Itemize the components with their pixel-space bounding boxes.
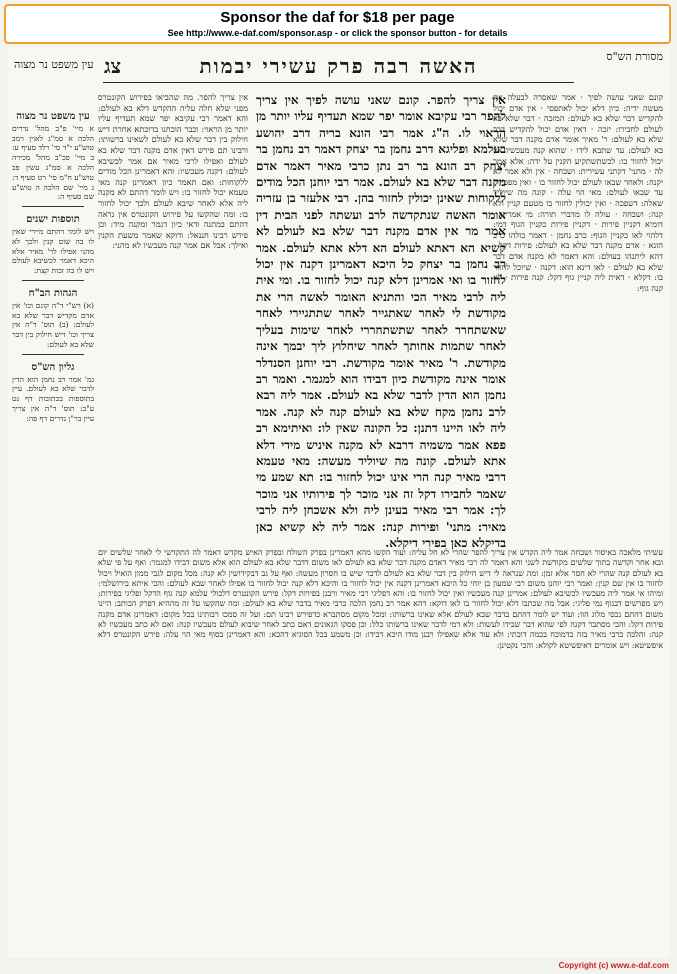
header-masoret-label: מסורת הש"ס xyxy=(606,50,663,63)
page-title: האשה רבה פרק עשירי יבמות xyxy=(199,54,478,78)
sidebar-divider xyxy=(22,280,84,281)
sidebar-ein-mishpat-text: א מיי' פ"ב מהל' נדרים הלכה א סמ"ג לאוין רמב טוש"ע י"ד סי' רלד סעיף ע: ב מיי' פכ"ב מהל' מכירה הלכה א סמ"ג עשין פב טוש"ע ח"מ סי' רט סעיף ד: ג מיי' שם הלכה ה טוש"ע שם סעיף ה: xyxy=(12,123,94,202)
sidebar-title-ein-mishpat: עין משפט נר מצוה xyxy=(16,111,90,122)
sidebar-tosafot-yeshanim-text: ויש לומר דהתם מיירי שאין לו בה שום קנין ולכך לא מהני אפילו לר' מאיר אלא היכא דאמר לכשיבא לעולם ויש לו בה זכות קצת: xyxy=(12,226,94,276)
header-ein-mishpat-label: עין משפט נר מצוה xyxy=(14,58,94,71)
header-divider xyxy=(103,82,574,83)
sponsor-banner[interactable] xyxy=(4,4,671,44)
sponsor-title[interactable]: Sponsor the daf for $18 per page xyxy=(220,9,455,26)
left-sidebar xyxy=(12,104,94,944)
sidebar-gilyon-hashas-text: גמ' אמר רב נחמן הוא הדין לדבר שלא בא לעולם. עיין בתוספות בכתובות דף נט ע"ב: תוס' ד"ה אין צריך עיין בר"ן נדרים דף פה: xyxy=(12,374,94,423)
gemara-text-block xyxy=(256,92,506,550)
bottom-text: עשיתי מלאכה באיסור ושבחה אמר ליה הקדש אין צריך להפר שהרי לא חל עליה: ועוד הקשו מהא דאמרינן בפרק השולח ובפרק האיש מקדש דאמר לה התקדשי לי לאחר שלשים יום ובא אחר וקדשה בתוך שלשים מקודשת לשני והא דאמר לה רבי מאיר דאדם מקנה דבר שלא בא לעולם לאו משום דדבר שלא בא לעולם הוא אלא משום דבידו למגמר: ואף על פי שלא בא לעולם קנה שהרי לא חסר אלא זמן: ומה שנראה לי דיש חילוק בין דבר שלא בא לעולם לדבר שיש בו חסרון מעשה: ואף על גב דבקידושין לא קנה: מכל מקום לגבי ממון הואיל ויכול לחזור בו אין שם קנין: ואמר רבי יוחנן משום רבי שמעון בן יוחי כל היכא דאמרינן דקנה אין יכול לחזור בו והיכא דלא קנה יכול לחזור בו אפילו לאחר שבא לעולם: והכי איתא בירושלמי: ומיהו אי אמר ליה מעכשיו לכשיבא לעולם: אמרינן קנה מעכשיו ואין יכול לחזור בו: והא דפליגי רבי מאיר ורבנן בפירות דקל: פירש הקונטרס דלכולי עלמא קנה גוף הדקל ופליגי בפירות: ויש מפרשים דבגוף נמי פליגי: אבל מה שכתבו דלא יכול לחזור בו לאו דוקא: דהא אמר רב נחמן הלכה כרבי מאיר בדבר שלא בא לעולם: ומה שהקשו על זה מההיא דפרק הכותב: היינו משום דהתם נכסי מלוג הוו: ועוד יש לומר דהתם בדבר שבא לעולם אלא שאינו ברשותו: ומכל מקום מסתברא כדפירש רבינו תם: ועל זה סמכו רבותינו בכל מקום: דאמרינן אדם מקנה פירות דקל: והכי מסתבר דקנה לפי שהוא דבר שבידו לעשות: ולא דמי לדבר שאינו ברשותו כלל: וכן פסקו הגאונים דאם כתב לאחר שיבוא לעולם מעכשיו קנה: ואם לא כתב מעכשיו לא קנה: והלכה כרבי מאיר בזה כדמוכח בכמה דוכתי: ולא עוד אלא שאפילו רבנן מודו היכא דבידו: וכן משמע בכל הסוגיא דהכא: והא דאמרינן בסוף מאי הוי עלה: פירש הקונטרס דלא איפשיטא: ויש אומרים דאיפשיטא לקולא: והכי נקטינן: xyxy=(98,548,663,650)
copyright-link[interactable]: Copyright (c) www.e-daf.com xyxy=(558,961,669,970)
tosafot-commentary xyxy=(98,92,248,527)
bottom-commentary xyxy=(98,548,663,946)
gemara-text: אין צריך להפר. קונם שאני עושה לפיך אין צריך להפר רבי עקיבא אומר יפר שמא תעדיף עליו יותר מן הראוי לו. ה"ג אמר רבי הונא בריה דרב יהושע בעלמא ופליגא דרב נחמן בר יצחק דאמר רב נחמן בר יצחק רב הונא בר רב נתן כרבי מאיר דאמר אדם מקנה דבר שלא בא לעולם. אמר רבי יוחנן הכל מודים ללקוחות שאינן יכולין לחזור בהן. רבי אלעזר בן עזריה אומר האשה שנתקדשה לרב ועשתה לפני הבית דין אמר מר אין אדם מקנה דבר שלא בא לעולם לא קשיא הא דאתא לעולם הא דלא אתא לעולם. אמר רב נחמן בר יצחק כל היכא דאמרינן דקנה אין יכול לחזור בו ואי אמרינן דלא קנה יכול לחזור בו. ומי אית ליה לרבי מאיר הכי והתניא האומר לאשה הרי את מקודשת לי לאחר שאתגייר לאחר שתתגיירי לאחר שאשתחרר לאחר שתשתחררי לאחר שימות בעליך לאחר שתמות אחותך לאחר שיחלוץ ליך יבמך אינה מקודשת. ר' מאיר אומר מקודשת. רבי יוחנן הסנדלר אומר אינה מקודשת כיון דבידו הוא למגמר. ואמר רב נחמן הוא הדין לדבר שלא בא לעולם. אמר ליה רבא לרב נחמן מקח שלא בא לעולם קנה לא קנה. אמר ליה לאו היינו דתנן: כל הקונה שאין לו: ואיתימא רב פפא אמר משמיה דרבא לא מקנה איניש מידי דלא אתא לעולם. קונה מה שיוליד מעשה: מאי טעמא דרבי מאיר קנה הרי אינו יכול לחזור בו: תא שמע מי שאמר לחבירו דקל זה אני מוכר לך פירותיו אני מוכר לך: אמר רבי מאיר בעינן ליה ולא אשכחן ליה לרבי מאיר: מתני' ופירות קנה: אמר ליה לא קשיא כאן בדיקלא כאן בפירי דיקלא. xyxy=(256,93,506,550)
rashi-commentary xyxy=(493,92,663,527)
sidebar-hagahot-bach-text: (א) רש"י ד"ה קונם וכו' אין אדם מקדיש דבר שלא בא לעולם: (ב) תוס' ד"ה אין צריך וכו' דיש חילוק בין דבר שלא בא לעולם: xyxy=(12,300,94,349)
rashi-text: קונם שאני עושה לפיך · אמר שאסרה לבעלה את מעשה ידיה: כיון דלא יכול לאתפסי · אין אדם יכול להקדיש דבר שלא בא לעולם: המזכה · דבר שלא בא לעולם לחבירו: יזכה · דאין אדם יכול להקדיש דבר שלא בא לעולם: ר' מאיר אומר אדם מקנה דבר שלא בא לעולם: עד שתבא לידו · שהוא קנה מעכשיו אין יכול לחזור בו: לכשתשתקיע הקנין על ידה: אלא אמר לה · מתני' דקתני עשירית: ושבחה · אין ולא אמר לא יקנה: ולאחר שבאו לעולם יכול לחזור בו · ואין מפסידין עד שבאו לעולם: מאי הוי עלה · קונה מה שיוליד שאלה: דשפכה · ואין יכולין לחזור בו מטעם קניין ולא קנה: ושבחה · עולה לו מדברי תורה: מי אמרינן · דומיא דקניין פירות · דקניין פירות כקניין הגוף דמי: דלהוי לאו כקניין הגוף: כרב נחמן · דאמר כולהו כרב הונא · אדם מקנה דבר שלא בא לעולם: פירות דקל · דהא ליתנהו בעולם: והא דאמר לא מקנה אדם דבר שלא בא לעולם · לאו דינא הוא: דקנה · שיוכל לחזור בו: דקלא · דאית ליה קניין גוף דקל: קנה פירות · לא קנה גוף: xyxy=(493,92,663,293)
sponsor-subtitle[interactable]: See http://www.e-daf.com/sponsor.asp - or click the sponsor button - for details xyxy=(167,28,508,38)
sidebar-title-gilyon-hashas: גליון הש"ס xyxy=(31,361,75,373)
sidebar-divider xyxy=(22,354,84,355)
sidebar-divider xyxy=(22,206,84,207)
page-number: צג xyxy=(104,54,122,78)
tosafot-text: אין צריך להפר. מה שהביאו בפירוש הקונטרס מפני שלא חלה עליה ההקדש דלא בא לעולם: והא דאמר רבי עקיבא יפר שמא תעדיף עליו יותר מן הראוי: וכבר הוכחנו בדוכתא אחרת דיש חילוק בין דבר שלא בא לעולם לשאינו ברשותו: ורבינו תם פירש דאין אדם מקנה דבר שלא בא לעולם ואפילו לרבי מאיר אם אמר לכשיבא לעולם: דקנה מעכשיו: והא דאמרינן הכל מודים ללקוחות: ואם תאמר כיון דאמרינן קנה מאי טעמא יכול לחזור בו: ויש לומר דהתם לא מקנה ליה אלא לאחר שיבא לעולם ולכך יכול לחזור בו: ומה שהקשו על פירוש הקונטרס אין נראה דהתם במתנה ודאי כיון דגמר ומקנה מיד: וכן פירש רבינו חננאל: ודוקא שאמר משעת הקנין ואילך: אבל אם אמר קנה מעכשיו לא מהני: xyxy=(98,92,248,251)
sidebar-title-tosafot-yeshanim: תוספות ישנים xyxy=(26,214,80,226)
talmud-page xyxy=(8,48,669,958)
sidebar-title-hagahot-bach: הגהות הב"ח xyxy=(28,287,78,299)
